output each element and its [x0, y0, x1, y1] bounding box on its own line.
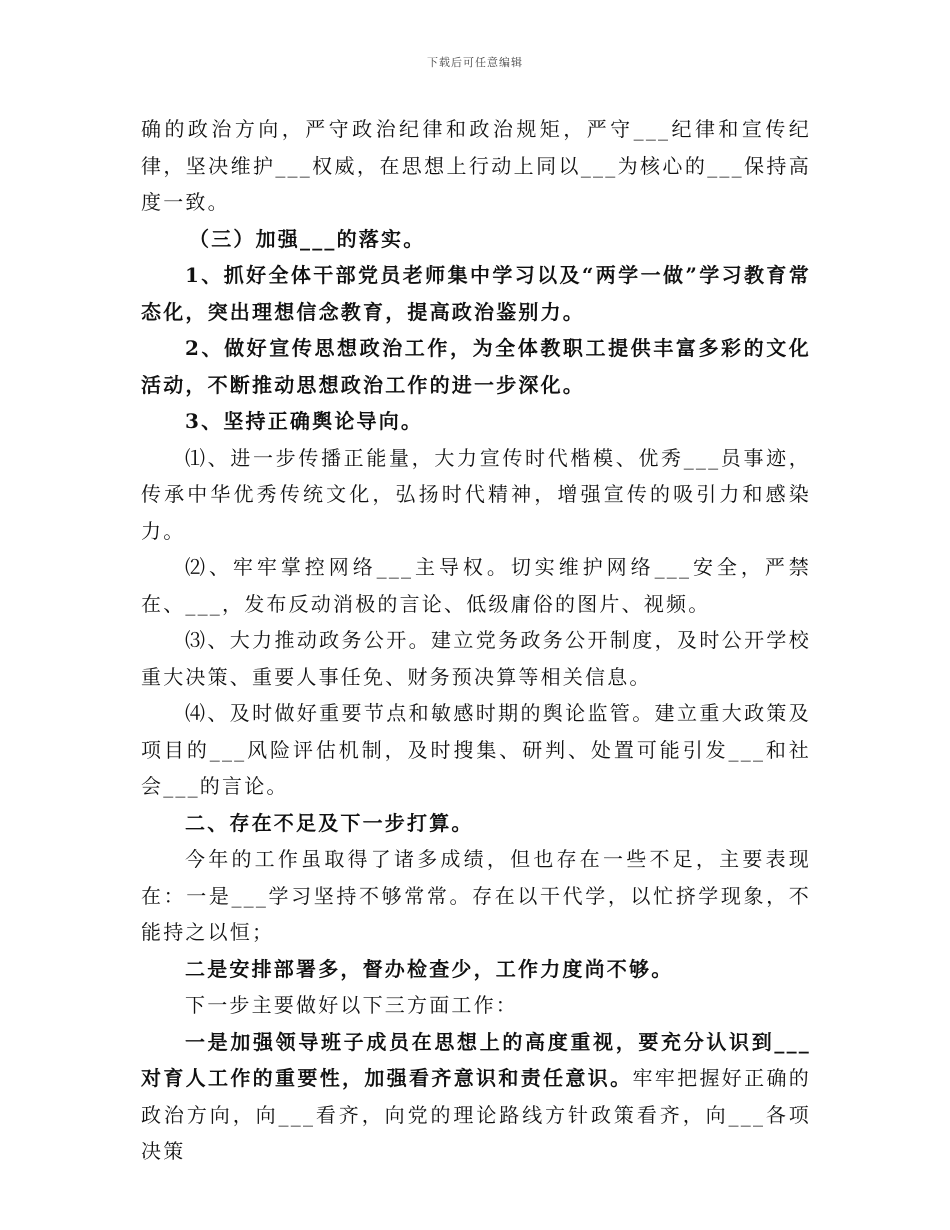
- list-item-1: 1、抓好全体干部党员老师集中学习以及“两学一做”学习教育常态化，突出理想信念教育，提高政治鉴别力。: [141, 263, 811, 324]
- sub-item-4: ⑷、及时做好重要节点和敏感时期的舆论监管。建立重大政策及项目的___风险评估机制，及时搜集、研判、处置可能引发___和社会___的言论。: [141, 701, 811, 798]
- paragraph-next-steps: 下一步主要做好以下三方面工作：: [185, 993, 518, 1017]
- sub-item-1: ⑴、进一步传播正能量，大力宣传时代楷模、优秀___员事迹，传承中华优秀传统文化，弘扬时代精神，增强宣传的吸引力和感染力。: [141, 445, 811, 543]
- page-header: 下载后可任意编辑: [427, 56, 523, 69]
- list-item-3: 3、坚持正确舆论导向。: [185, 409, 424, 433]
- sub-item-3: ⑶、大力推动政务公开。建立党务政务公开制度，及时公开学校重大决策、重要人事任免、财务预决算等相关信息。: [141, 628, 811, 689]
- section-heading-2: 二、存在不足及下一步打算。: [185, 810, 474, 835]
- list-item-2: 2、做好宣传思想政治工作，为全体教职工提供丰富多彩的文化活动，不断推动思想政治工作的进一步深化。: [141, 336, 811, 397]
- section-heading-3: （三）加强___的落实。: [189, 226, 426, 251]
- step-1-normal-text: 牢牢把握好正确的政治方向，向___看齐，向党的理论路线方针政策看齐，向___各项决策: [141, 1066, 811, 1163]
- step-1-bold-text: 一是加强领导班子成员在思想上的高度重视，要充分认识到___对育人工作的重要性，加强看齐意识和责任意识。: [141, 1029, 811, 1090]
- paragraph-step-1: [141, 1024, 811, 1170]
- paragraph-shortcoming-2: 二是安排部署多，督办检查少，工作力度尚不够。: [185, 956, 674, 981]
- document-body: [141, 111, 811, 1170]
- paragraph-shortcomings: 今年的工作虽取得了诸多成绩，但也存在一些不足，主要表现在：一是___学习坚持不够常常。存在以干代学，以忙挤学现象，不能持之以恒；: [141, 847, 811, 944]
- paragraph-continuation: 确的政治方向，严守政治纪律和政治规矩，严守___纪律和宣传纪律，坚决维护___权威，在思想上行动上同以___为核心的___保持高度一致。: [141, 117, 811, 214]
- sub-item-2: ⑵、牢牢掌控网络___主导权。切实维护网络___安全，严禁在、___，发布反动消极的言论、低级庸俗的图片、视频。: [141, 555, 811, 616]
